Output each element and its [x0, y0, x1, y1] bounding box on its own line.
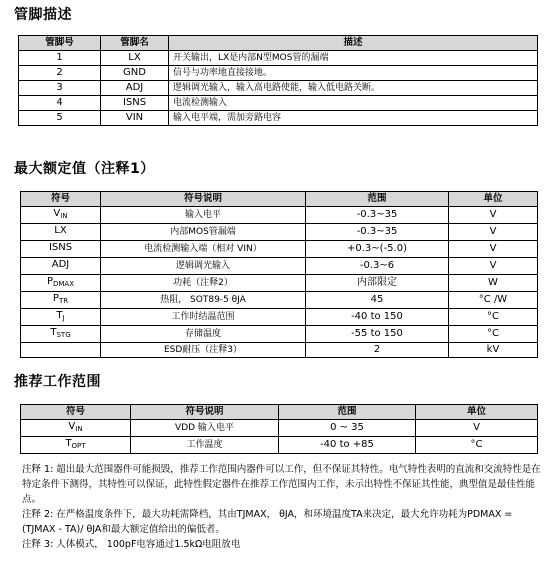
header-symbol: 符号 [21, 192, 101, 207]
symbol-cell [21, 207, 101, 224]
symbol-cell [21, 292, 101, 309]
unit-cell: kV [449, 343, 538, 358]
table-row [19, 51, 538, 66]
header-symbol: 符号 [21, 405, 131, 420]
header-pin-name: 管脚名 [101, 36, 169, 51]
unit-cell: °C /W [449, 292, 538, 309]
range-cell: -40 to 150 [306, 309, 449, 326]
table-row [21, 309, 538, 326]
symbol-cell [21, 258, 101, 275]
symbol-cell [21, 275, 101, 292]
symbol-cell [21, 326, 101, 343]
pin-no: 4 [19, 96, 101, 111]
pin-desc: 信号与功率地直接接地。 [169, 66, 538, 81]
symbol-desc-cell: 电流检测输入端（相对 VIN） [101, 241, 306, 258]
header-symbol-desc: 符号说明 [131, 405, 279, 420]
pin-no: 2 [19, 66, 101, 81]
pin-name: GND [101, 66, 169, 81]
symbol-subscript: DMAX [53, 280, 75, 288]
table-row [19, 96, 538, 111]
range-cell: 2 [306, 343, 449, 358]
pin-table-header [19, 36, 538, 51]
symbol-main: T [56, 310, 63, 321]
notes [22, 462, 542, 552]
symbol-cell [21, 241, 101, 258]
rec-table-header [21, 405, 538, 420]
range-cell: 0 ~ 35 [279, 420, 416, 437]
pin-name: ADJ [101, 81, 169, 96]
note-2: 注释 2: 在严格温度条件下，最大功耗需降档，其由TJMAX， θJA，和环境温度TA来决定，最大允许功耗为PDMAX = (TJMAX - TA)/ θJA和最大额定值给出的偏低者。 [22, 509, 513, 535]
symbol-desc-cell: VDD 输入电平 [131, 420, 279, 437]
unit-cell: °C [416, 437, 538, 454]
table-row [21, 207, 538, 224]
unit-cell: °C [449, 326, 538, 343]
table-row [21, 343, 538, 358]
unit-cell: V [449, 224, 538, 241]
pin-table [18, 35, 538, 126]
recommended-range-title: 推荐工作范围 [14, 374, 101, 390]
symbol-subscript: IN [60, 212, 68, 220]
header-description: 描述 [169, 36, 538, 51]
table-row [21, 420, 538, 437]
range-cell: +0.3~(-5.0) [306, 241, 449, 258]
unit-cell: V [449, 207, 538, 224]
symbol-cell [21, 437, 131, 454]
pin-desc: 开关输出，LX是内部N型MOS管的漏端 [169, 51, 538, 66]
unit-cell: W [449, 275, 538, 292]
header-unit: 单位 [416, 405, 538, 420]
range-cell: -0.3~35 [306, 224, 449, 241]
table-row [21, 275, 538, 292]
symbol-desc-cell: 内部MOS管漏端 [101, 224, 306, 241]
max-table-header [21, 192, 538, 207]
pin-name: VIN [101, 111, 169, 126]
symbol-main: V [68, 421, 76, 432]
unit-cell: °C [449, 309, 538, 326]
table-row [21, 437, 538, 454]
unit-cell: V [416, 420, 538, 437]
symbol-main: P [46, 276, 53, 287]
range-cell: 内部限定 [306, 275, 449, 292]
header-range: 范围 [306, 192, 449, 207]
symbol-desc-cell: 存储温度 [101, 326, 306, 343]
symbol-desc-cell: 逻辑调光输入 [101, 258, 306, 275]
pin-section-title: 管脚描述 [14, 7, 72, 23]
max-ratings-title: 最大额定值（注释1） [14, 161, 155, 177]
table-row [19, 81, 538, 96]
symbol-subscript: TR [58, 297, 69, 305]
symbol-main: V [53, 208, 61, 219]
range-cell: -0.3~6 [306, 258, 449, 275]
symbol-main: T [65, 438, 72, 449]
unit-cell: V [449, 258, 538, 275]
pin-desc: 电流检测输入 [169, 96, 538, 111]
range-cell: -55 to 150 [306, 326, 449, 343]
table-row [21, 224, 538, 241]
symbol-subscript: OPT [71, 442, 86, 450]
header-symbol-desc: 符号说明 [101, 192, 306, 207]
table-row [19, 111, 538, 126]
symbol-main: ISNS [48, 242, 73, 253]
range-cell: -40 to +85 [279, 437, 416, 454]
pin-name: LX [101, 51, 169, 66]
table-row [21, 292, 538, 309]
range-cell: -0.3~35 [306, 207, 449, 224]
symbol-desc-cell: 工作温度 [131, 437, 279, 454]
note-3: 注释 3: 人体模式， 100pF电容通过1.5kΩ电阻放电 [22, 539, 241, 550]
symbol-desc-cell: 功耗（注释2） [101, 275, 306, 292]
symbol-desc-cell: 工作时结温范围 [101, 309, 306, 326]
symbol-subscript: STG [56, 331, 71, 339]
pin-no: 1 [19, 51, 101, 66]
pin-desc: 逻辑调光输入，输入高电路使能，输入低电路关断。 [169, 81, 538, 96]
table-row [19, 66, 538, 81]
symbol-subscript: J [62, 314, 65, 322]
symbol-main: P [52, 293, 59, 304]
header-range: 范围 [279, 405, 416, 420]
symbol-subscript: IN [75, 425, 83, 433]
table-row [21, 241, 538, 258]
max-ratings-table [20, 191, 538, 358]
symbol-main: T [50, 327, 57, 338]
header-unit: 单位 [449, 192, 538, 207]
pin-name: ISNS [101, 96, 169, 111]
symbol-desc-cell: ESD耐压（注释3） [101, 343, 306, 358]
recommended-range-table [20, 404, 538, 454]
unit-cell: V [449, 241, 538, 258]
range-cell: 45 [306, 292, 449, 309]
note-1: 注释 1: 超出最大范围器件可能损毁，推荐工作范围内器件可以工作，但不保证其特性。电气特性表明的直流和交流特性是在特定条件下测得，其特性可以保证，此特性假定器件在推荐工作范围内工作，未示出特性不保证其性能，典型值是最佳性能点。 [22, 464, 541, 505]
pin-no: 5 [19, 111, 101, 126]
pin-no: 3 [19, 81, 101, 96]
symbol-cell [21, 224, 101, 241]
pin-desc: 输入电平端，需加旁路电容 [169, 111, 538, 126]
symbol-cell [21, 343, 101, 358]
symbol-desc-cell: 热阻， SOT89-5 θJA [101, 292, 306, 309]
symbol-main: LX [54, 225, 67, 236]
symbol-main: ADJ [51, 259, 70, 270]
header-pin-no: 管脚号 [19, 36, 101, 51]
table-row [21, 326, 538, 343]
table-row [21, 258, 538, 275]
symbol-cell [21, 309, 101, 326]
symbol-cell [21, 420, 131, 437]
symbol-desc-cell: 输入电平 [101, 207, 306, 224]
